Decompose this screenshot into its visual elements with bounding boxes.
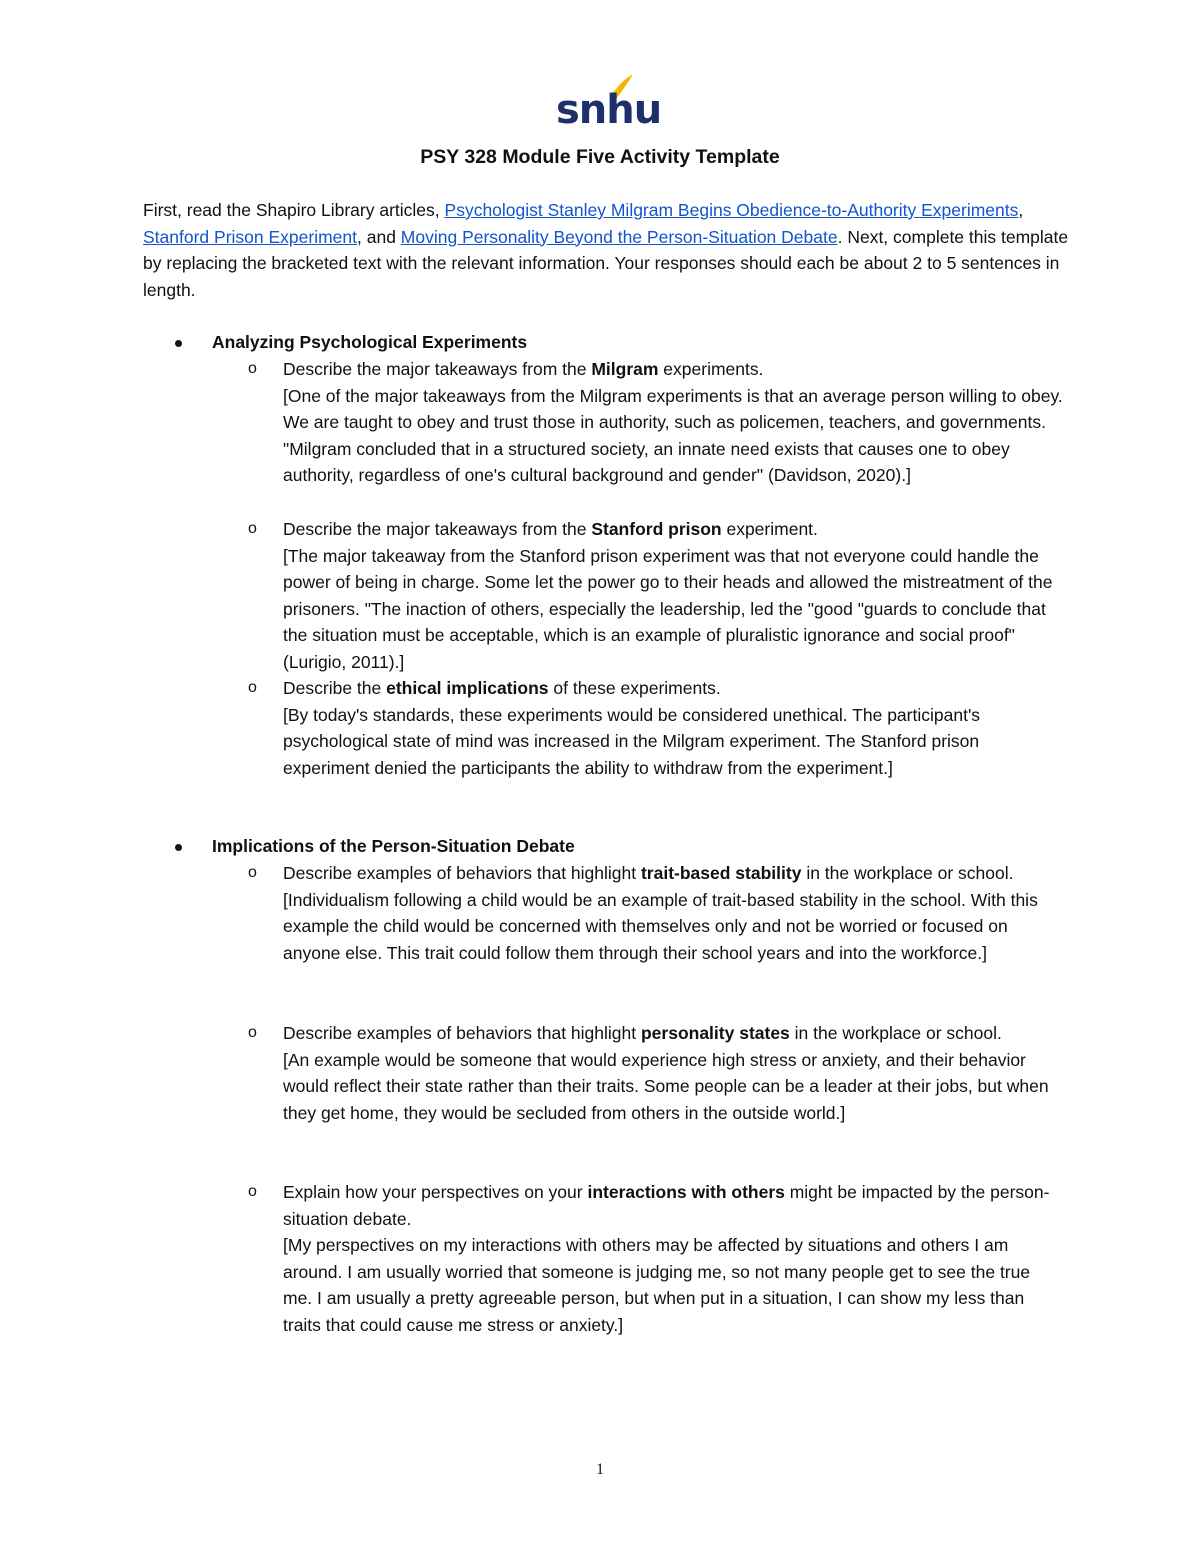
- list-item-body: [283, 516, 1063, 676]
- prompt-text: Describe the: [283, 678, 387, 698]
- prompt-text: in the workplace or school.: [789, 1023, 1002, 1043]
- answer-text: [My perspectives on my interactions with others may be affected by situations and others I am around. I am usually worried that someone is judging me, so not many people get to see the true me. I am usually a pretty agreeable person, but when put in a situation, I can show my less than traits that could cause me stress or anxiety.]: [283, 1235, 1031, 1335]
- link-milgram-article[interactable]: Psychologist Stanley Milgram Begins Obedience-to-Authority Experiments: [444, 200, 1019, 220]
- answer-text: [An example would be someone that would experience high stress or anxiety, and their behavior would reflect their state rather than their traits. Some people can be a leader at their jobs, but when they get home, they would be secluded from others in the outside world.]: [283, 1049, 1049, 1123]
- prompt-text: experiments.: [658, 359, 764, 379]
- answer-text: [One of the major takeaways from the Milgram experiments is that an average person willing to obey. We are taught to obey and trust those in authority, such as policemen, teachers, and governments. "Milgram concluded that in a structured society, an innate need exists that causes one to obey authority, regardless of one's cultural background and gender" (Davidson, 2020).]: [283, 385, 1063, 486]
- answer-text: [By today's standards, these experiments would be considered unethical. The participant's psychological state of mind was increased in the Milgram experiment. The Stanford prison experiment denied the participants the ability to withdraw from the experiment.]: [283, 704, 981, 778]
- prompt-text: Explain how your perspectives on your: [283, 1182, 588, 1202]
- prompt-text: Describe examples of behaviors that highlight: [283, 1023, 641, 1043]
- prompt-keyword: Milgram: [591, 359, 659, 379]
- bullet-icon: [175, 340, 182, 347]
- prompt-keyword: trait-based stability: [640, 863, 802, 883]
- list-item-body: [283, 675, 1063, 781]
- sub-bullet-icon: o: [248, 360, 257, 377]
- link-person-situation-article[interactable]: Moving Personality Beyond the Person-Situation Debate: [400, 226, 838, 247]
- list-item-body: [283, 1020, 1063, 1126]
- section-heading: Analyzing Psychological Experiments: [212, 332, 528, 352]
- list-item-body: [283, 1179, 1063, 1339]
- intro-separator: ,: [1018, 200, 1024, 220]
- prompt-keyword: interactions with others: [587, 1182, 785, 1202]
- prompt-keyword: ethical implications: [386, 678, 549, 698]
- snhu-logo: [556, 72, 662, 134]
- document-title: PSY 328 Module Five Activity Template: [420, 146, 780, 168]
- prompt-text: Describe the major takeaways from the: [283, 359, 592, 379]
- logo-wordmark: snhu: [556, 87, 662, 133]
- intro-rest: . Next, complete this template by replacing the bracketed text with the relevant information. Your responses should each be about 2 to 5 sentences in length.: [143, 226, 1069, 300]
- section-heading: Implications of the Person-Situation Debate: [212, 836, 575, 856]
- answer-text: [The major takeaway from the Stanford prison experiment was that not everyone could handle the power of being in charge. Some let the power go to their heads and allowed the mistreatment of the prisoners. "The inaction of others, especially the leadership, led the "good "guards to conclude that the situation must be acceptable, which is an example of pluralistic ignorance and social proof" (Lurigio, 2011).]: [283, 545, 1053, 672]
- prompt-text: of these experiments.: [548, 678, 721, 698]
- prompt-text: in the workplace or school.: [801, 863, 1014, 883]
- prompt-text: might be impacted by the person-situation debate.: [283, 1182, 1050, 1229]
- intro-lead: First, read the Shapiro Library articles,: [143, 200, 445, 220]
- answer-text: [Individualism following a child would be an example of trait-based stability in the school. With this example the child would be concerned with themselves only and not be worried or focused on anyone else. This trait could follow them through their school years and into the workforce.]: [283, 889, 1038, 963]
- link-stanford-article[interactable]: Stanford Prison Experiment: [143, 226, 357, 247]
- sub-bullet-icon: o: [248, 1183, 257, 1200]
- prompt-text: Describe examples of behaviors that highlight: [283, 863, 641, 883]
- sub-bullet-icon: o: [248, 864, 257, 881]
- list-item-body: [283, 860, 1063, 966]
- bullet-icon: [175, 844, 182, 851]
- list-item-body: [283, 356, 1063, 489]
- prompt-keyword: Stanford prison: [591, 519, 722, 539]
- sub-bullet-icon: o: [248, 1024, 257, 1041]
- prompt-text: Describe the major takeaways from the: [283, 519, 592, 539]
- sub-bullet-icon: o: [248, 520, 257, 537]
- sub-bullet-icon: o: [248, 679, 257, 696]
- prompt-keyword: personality states: [640, 1023, 790, 1043]
- page-number: 1: [596, 1461, 604, 1478]
- prompt-text: experiment.: [721, 519, 818, 539]
- intro-paragraph: [143, 197, 1073, 303]
- intro-separator: , and: [357, 226, 401, 247]
